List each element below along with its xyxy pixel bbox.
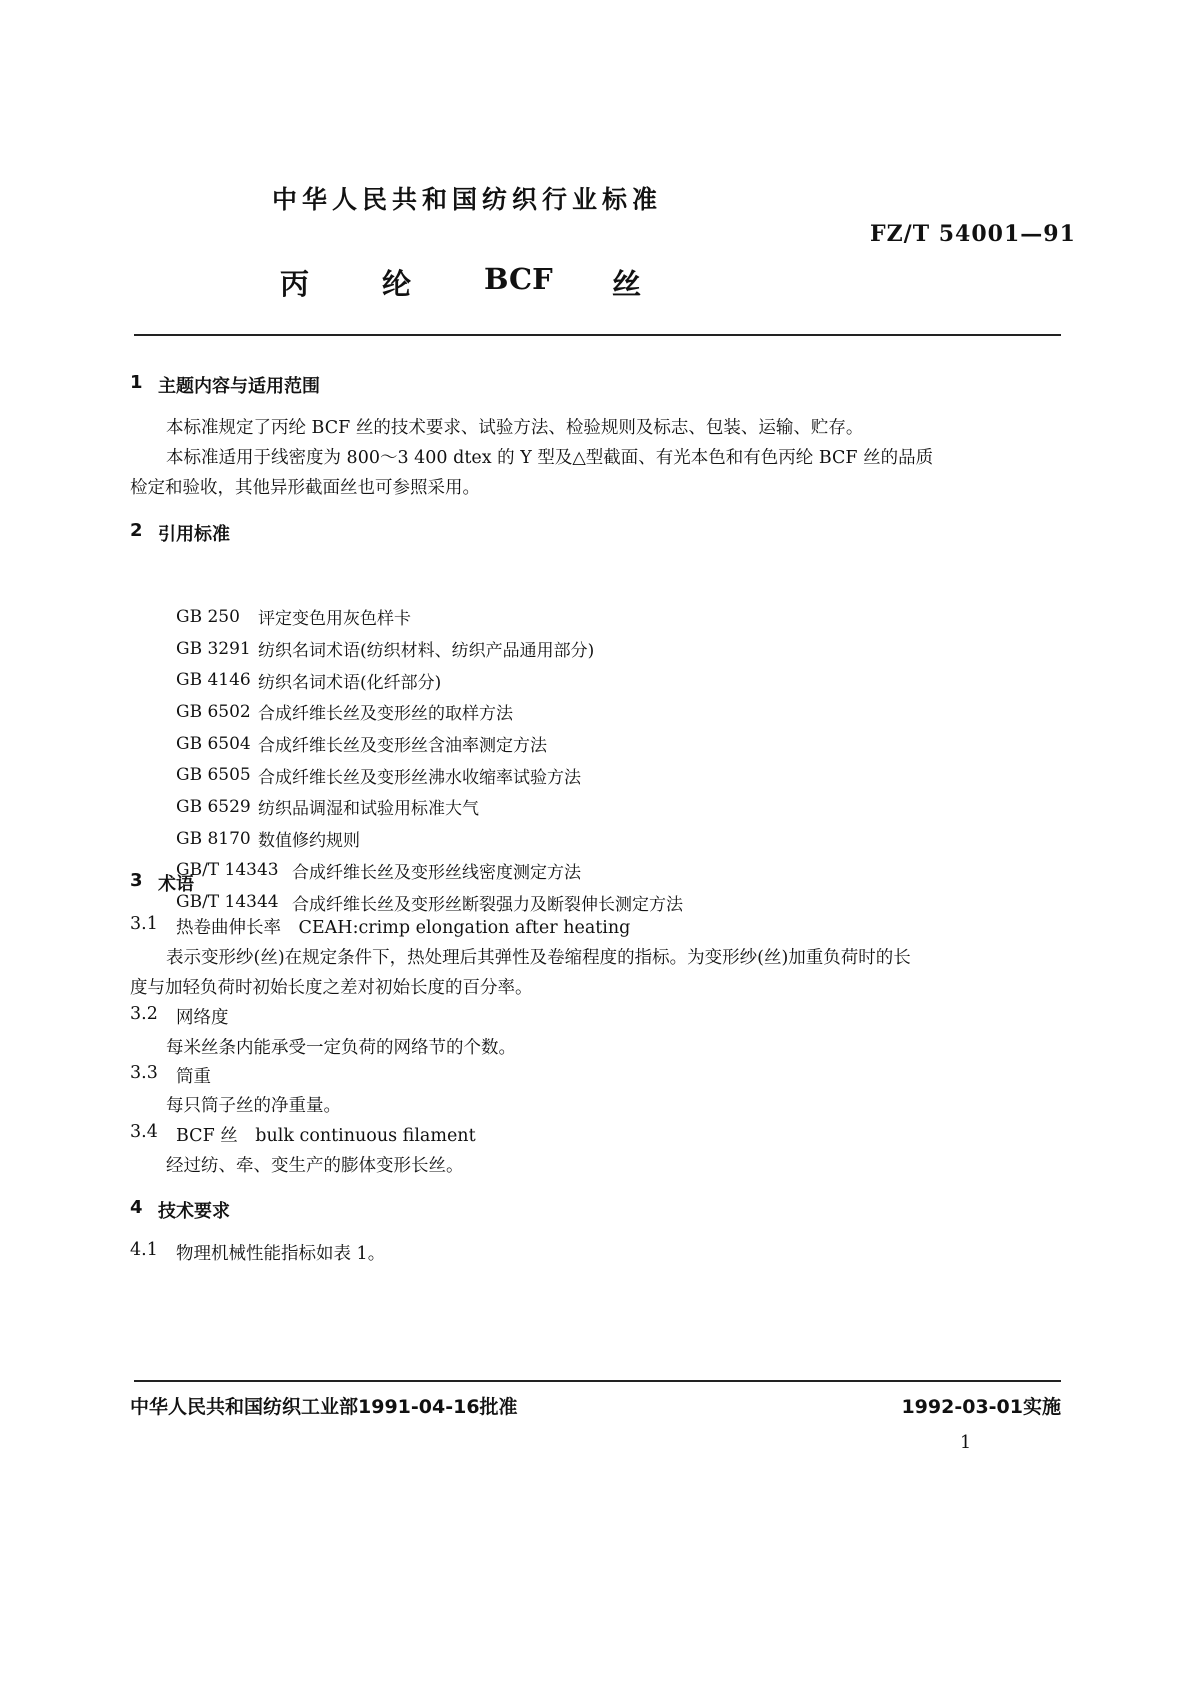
reference-code: GB 3291 [176, 638, 251, 659]
reference-code: GB 6529 [176, 796, 251, 817]
reference-code: GB 250 [176, 606, 240, 627]
reference-code: GB/T 14344 [176, 892, 279, 913]
reference-name: 纺织名词术语(化纤部分) [258, 672, 442, 693]
section-1-title: 主题内容与适用范围 [158, 376, 320, 397]
term-3-1-definition-line-2: 度与加轻负荷时初始长度之差对初始长度的百分率。 [130, 978, 533, 998]
reference-item [176, 728, 683, 760]
reference-item [176, 601, 683, 633]
term-3-1-definition-line-1: 表示变形纱(丝)在规定条件下，热处理后其弹性及卷缩程度的指标。为变形纱(丝)加重负荷时的长 [166, 948, 911, 968]
reference-name: 数值修约规则 [258, 831, 360, 852]
reference-code: GB 6502 [176, 701, 251, 722]
section-4-number: 4 [130, 1197, 143, 1218]
standard-title: 中华人民共和国纺织行业标准 [272, 185, 663, 214]
reference-name: 合成纤维长丝及变形丝沸水收缩率试验方法 [258, 767, 581, 788]
term-3-1-number: 3.1 [130, 914, 158, 934]
reference-item [176, 633, 683, 665]
reference-name: 合成纤维长丝及变形丝断裂强力及断裂伸长测定方法 [292, 894, 683, 915]
reference-list [176, 601, 683, 918]
standard-code: FZ/T 54001—91 [870, 221, 1076, 247]
clause-4-1-text: 物理机械性能指标如表 1。 [176, 1244, 386, 1264]
section-2-number: 2 [130, 520, 143, 541]
reference-code: GB/T 14343 [176, 860, 279, 881]
reference-name: 评定变色用灰色样卡 [258, 609, 411, 630]
term-3-4-number: 3.4 [130, 1122, 158, 1142]
clause-4-1-number: 4.1 [130, 1240, 158, 1260]
reference-item [176, 855, 683, 887]
section-1-number: 1 [130, 372, 143, 393]
doc-title-part-2: 纶 [382, 267, 412, 301]
section-3-number: 3 [130, 870, 143, 891]
term-3-3-number: 3.3 [130, 1063, 158, 1083]
reference-name: 合成纤维长丝及变形丝含油率测定方法 [258, 736, 547, 757]
approval-line: 中华人民共和国纺织工业部1991-04-16批准 [130, 1396, 518, 1418]
section-4-title: 技术要求 [158, 1201, 230, 1222]
doc-title-part-3: BCF [484, 262, 553, 296]
reference-code: GB 8170 [176, 828, 251, 849]
reference-item [176, 696, 683, 728]
reference-item [176, 759, 683, 791]
term-3-4-definition: 经过纺、牵、变生产的膨体变形长丝。 [166, 1156, 464, 1176]
reference-name: 纺织品调湿和试验用标准大气 [258, 799, 479, 820]
term-3-4-heading: BCF 丝 bulk continuous filament [176, 1126, 476, 1146]
section-3-title: 术语 [158, 874, 194, 895]
term-3-1-heading: 热卷曲伸长率 CEAH:crimp elongation after heating [176, 918, 631, 938]
doc-title-part-4: 丝 [612, 267, 642, 301]
doc-title-part-1: 丙 [280, 267, 310, 301]
reference-code: GB 4146 [176, 670, 251, 691]
reference-name: 合成纤维长丝及变形丝线密度测定方法 [292, 862, 581, 883]
reference-name: 纺织名词术语(纺织材料、纺织产品通用部分) [258, 641, 595, 662]
section-1-para-2-line-1: 本标准适用于线密度为 800～3 400 dtex 的 Y 型及△型截面、有光本色和有色丙纶 BCF 丝的品质 [166, 448, 934, 468]
page-number: 1 [960, 1433, 972, 1453]
term-3-3-heading: 筒重 [176, 1067, 211, 1087]
reference-item [176, 791, 683, 823]
reference-name: 合成纤维长丝及变形丝的取样方法 [258, 704, 513, 725]
header-rule [134, 334, 1061, 336]
reference-code: GB 6504 [176, 733, 251, 754]
term-3-2-number: 3.2 [130, 1004, 158, 1024]
section-1-para-2-line-2: 检定和验收，其他异形截面丝也可参照采用。 [130, 478, 480, 498]
section-2-title: 引用标准 [158, 524, 230, 545]
effective-date: 1992-03-01实施 [901, 1396, 1061, 1418]
term-3-2-heading: 网络度 [176, 1008, 229, 1028]
footer-rule [134, 1380, 1061, 1382]
term-3-3-definition: 每只筒子丝的净重量。 [166, 1096, 341, 1116]
reference-item [176, 823, 683, 855]
term-3-2-definition: 每米丝条内能承受一定负荷的网络节的个数。 [166, 1038, 516, 1058]
section-1-para-1: 本标准规定了丙纶 BCF 丝的技术要求、试验方法、检验规则及标志、包装、运输、贮存。 [166, 418, 864, 438]
reference-item [176, 664, 683, 696]
reference-code: GB 6505 [176, 765, 251, 786]
